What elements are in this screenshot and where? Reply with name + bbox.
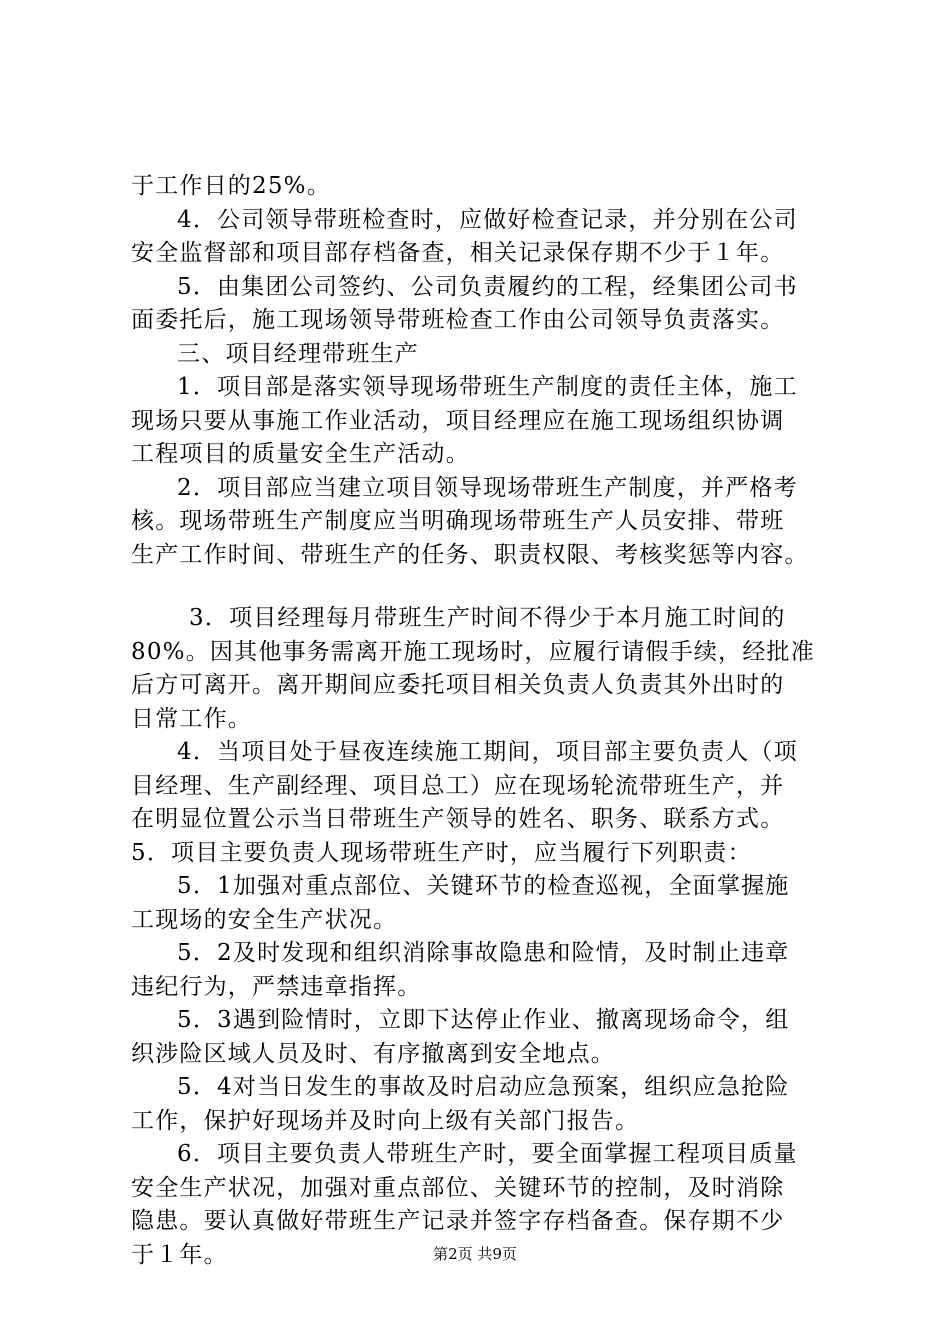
text-line: 日常工作。 — [131, 705, 252, 732]
text-line: 织涉险区域人员及时、有序撤离到安全地点。 — [131, 1040, 615, 1067]
text-line: 于１年。 — [131, 1241, 228, 1268]
section-heading: 三、项目经理带班生产 — [177, 340, 419, 367]
paragraph-gap — [131, 572, 851, 602]
text-line: 4．公司领导带班检查时，应做好检查记录，并分别在公司 — [177, 206, 798, 233]
text-line: 于工作日的25%。 — [131, 173, 331, 199]
text-line: 4．当项目处于昼夜连续施工期间，项目部主要负责人（项 — [177, 739, 798, 765]
text-line: 3．项目经理每月带班生产时间不得少于本月施工时间的 — [189, 605, 786, 631]
text-line: 面委托后，施工现场领导带班检查工作由公司领导负责落实。 — [131, 307, 785, 333]
text-line: 在明显位置公示当日带班生产领导的姓名、职务、联系方式。 — [131, 806, 785, 832]
text-line: 5．项目主要负责人现场带班生产时，应当履行下列职责： — [131, 839, 752, 866]
text-line: 2．项目部应当建立项目领导现场带班生产制度，并严格考 — [177, 474, 798, 501]
text-line: 1．项目部是落实领导现场带班生产制度的责任主体，施工 — [177, 374, 798, 400]
text-line: 5．2及时发现和组织消除事故隐患和险情，及时制止违章 — [177, 940, 790, 966]
text-line: 工作，保护好现场并及时向上级有关部门报告。 — [131, 1107, 640, 1134]
text-line: 隐患。要认真做好带班生产记录并签字存档备查。保存期不少 — [131, 1208, 785, 1234]
page-footer: 第2页 共9页 — [433, 1245, 517, 1263]
text-line: 现场只要从事施工作业活动，项目经理应在施工现场组织协调 — [131, 407, 785, 434]
text-line: 工现场的安全生产状况。 — [131, 906, 398, 933]
text-line: 生产工作时间、带班生产的任务、职责权限、考核奖惩等内容。 — [131, 541, 809, 568]
text-line: 安全监督部和项目部存档备查，相关记录保存期不少于１年。 — [131, 240, 785, 266]
text-line: 工程项目的质量安全生产活动。 — [131, 441, 470, 467]
text-line: 6．项目主要负责人带班生产时，要全面掌握工程项目质量 — [177, 1141, 798, 1167]
document-body — [131, 170, 851, 1272]
text-line: 5．1加强对重点部位、关键环节的检查巡视，全面掌握施 — [177, 873, 790, 899]
text-line: 5．由集团公司签约、公司负责履约的工程，经集团公司书 — [177, 273, 798, 300]
text-line: 违纪行为，严禁违章指挥。 — [131, 973, 422, 1000]
text-line: 5．3遇到险情时，立即下达停止作业、撤离现场命令，组 — [177, 1007, 790, 1033]
text-line: 目经理、生产副经理、项目总工）应在现场轮流带班生产，并 — [131, 772, 785, 799]
text-line: 5．4对当日发生的事故及时启动应急预案，组织应急抢险 — [177, 1074, 790, 1100]
text-line: 后方可离开。离开期间应委托项目相关负责人负责其外出时的 — [131, 672, 785, 698]
text-line: 80%。因其他事务需离开施工现场时，应履行请假手续，经批准 — [131, 638, 815, 665]
text-line: 安全生产状况，加强对重点部位、关键环节的控制，及时消除 — [131, 1174, 785, 1201]
text-line: 核。现场带班生产制度应当明确现场带班生产人员安排、带班 — [131, 508, 785, 534]
